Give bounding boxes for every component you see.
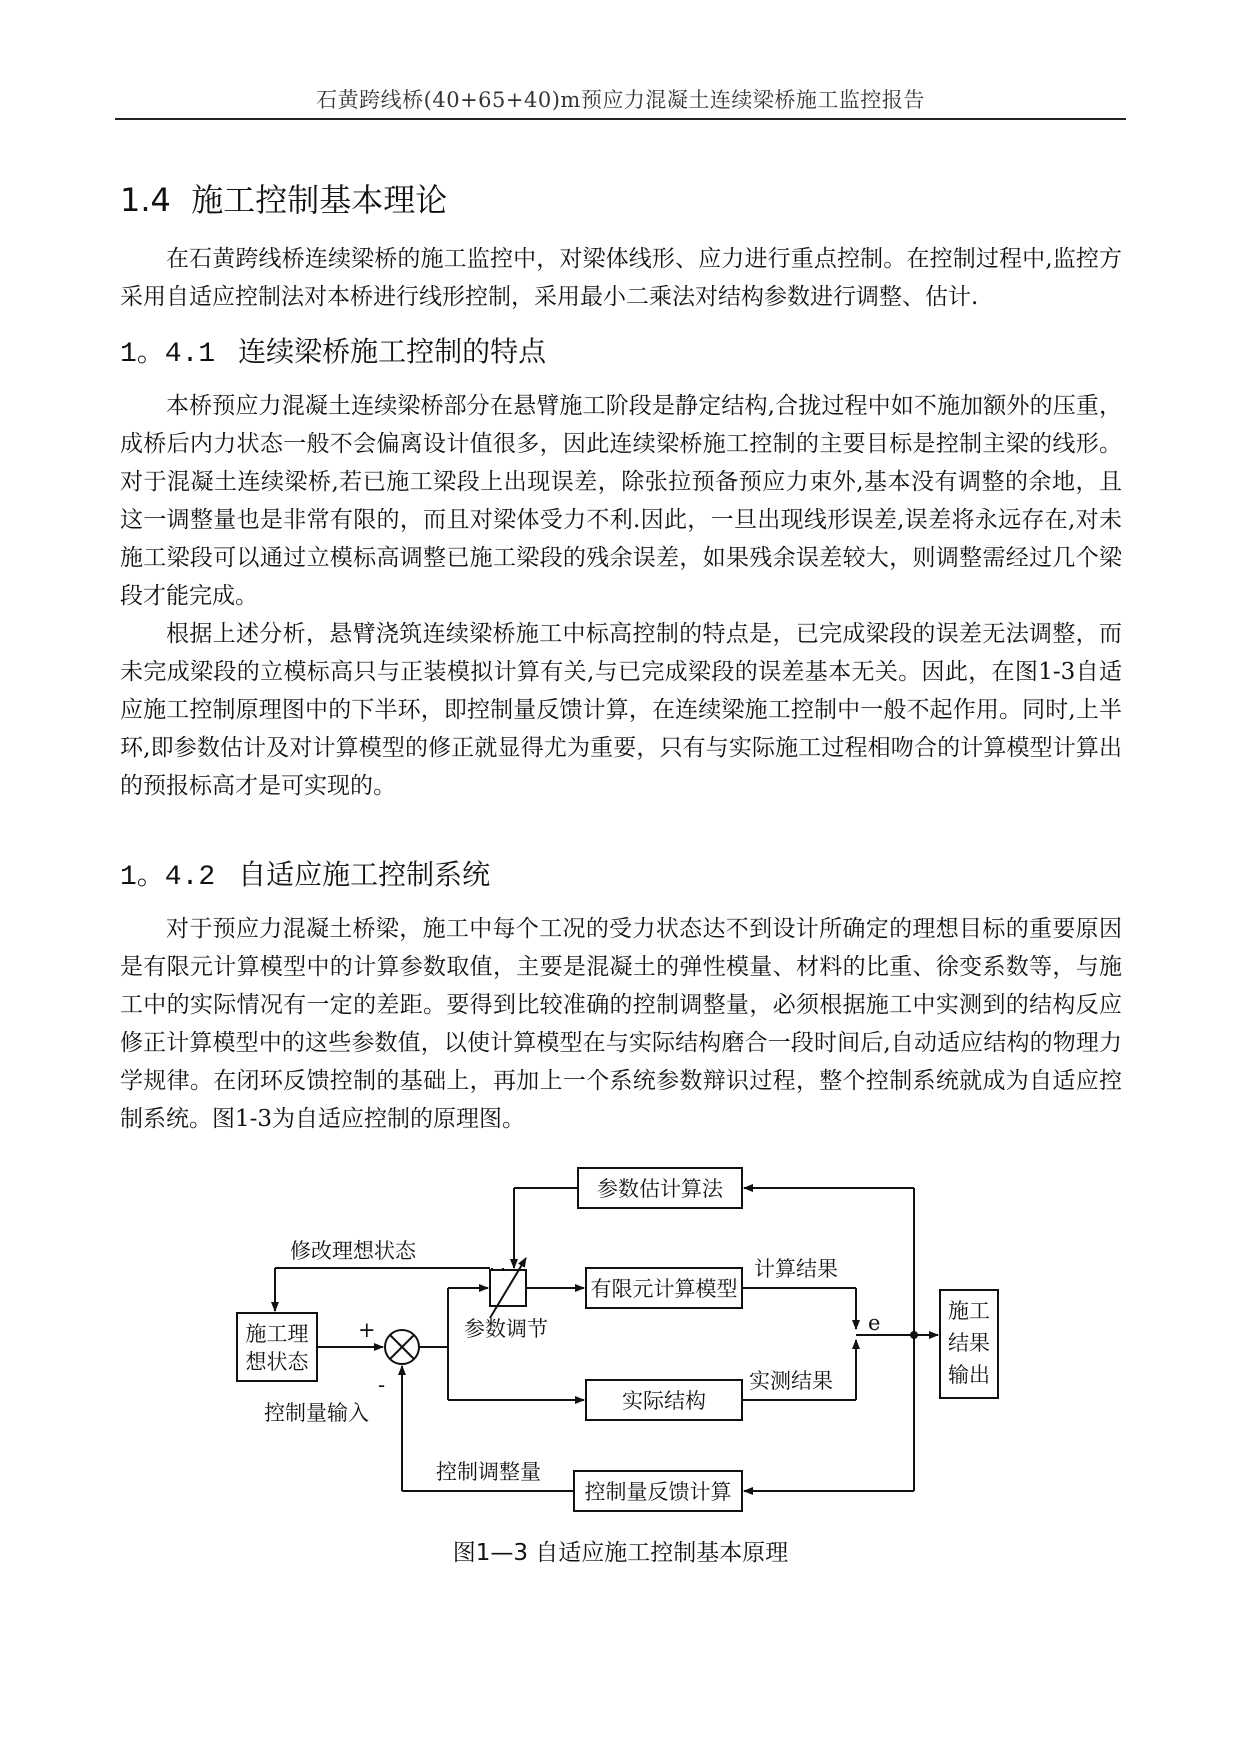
label-calc-result: 计算结果 bbox=[754, 1257, 838, 1281]
sign-minus: - bbox=[378, 1373, 386, 1397]
label-fem-model: 有限元计算模型 bbox=[590, 1277, 738, 1301]
label-modify-ideal-state: 修改理想状态 bbox=[290, 1239, 416, 1263]
section-title: 施工控制基本理论 bbox=[191, 181, 448, 219]
label-actual-structure: 实际结构 bbox=[622, 1389, 706, 1413]
label-e: e bbox=[868, 1311, 881, 1335]
label-param-adjust: 参数调节 bbox=[464, 1317, 548, 1341]
label-control-input: 控制量输入 bbox=[264, 1401, 369, 1425]
label-param-estimation: 参数估计算法 bbox=[597, 1177, 723, 1201]
label-output-line3: 输出 bbox=[948, 1363, 990, 1387]
label-output-line2: 结果 bbox=[948, 1331, 990, 1355]
subsection-number-2: 1。4.2 bbox=[120, 862, 216, 893]
label-feedback-calc: 控制量反馈计算 bbox=[584, 1480, 732, 1504]
label-measured-result: 实测结果 bbox=[749, 1369, 833, 1393]
label-control-adjustment: 控制调整量 bbox=[436, 1460, 541, 1484]
paragraph-sub1-2: 根据上述分析，悬臂浇筑连续梁桥施工中标高控制的特点是，已完成梁段的误差无法调整，而未完成梁段的立模标高只与正装模拟计算有关,与已完成梁段的误差基本无关。因此，在图1-3自适应施工控制原理图中的下半环，即控制量反馈计算，在连续梁施工控制中一般不起作用。同时,上半环,即参数估计及对计算模型的修正就显得尤为重要，只有与实际施工过程相吻合的计算模型计算出的预报标高才是可实现的。 bbox=[120, 621, 1122, 799]
subsection-title-1: 连续梁桥施工控制的特点 bbox=[238, 335, 547, 368]
label-ideal-state-line2: 想状态 bbox=[245, 1350, 309, 1374]
running-header: 石黄跨线桥(40+65+40)m预应力混凝土连续梁桥施工监控报告 bbox=[316, 88, 925, 112]
label-ideal-state-line1: 施工理 bbox=[245, 1322, 309, 1346]
paragraph-sub2-1: 对于预应力混凝土桥梁，施工中每个工况的受力状态达不到设计所确定的理想目标的重要原因是有限元计算模型中的计算参数取值，主要是混凝土的弹性模量、材料的比重、徐变系数等，与施工中的实际情况有一定的差距。要得到比较准确的控制调整量，必须根据施工中实测到的结构反应修正计算模型中的这些参数值，以使计算模型在与实际结构磨合一段时间后,自动适应结构的物理力学规律。在闭环反馈控制的基础上，再加上一个系统参数辩识过程，整个控制系统就成为自适应控制系统。图1-3为自适应控制的原理图。 bbox=[120, 916, 1122, 1132]
subsection-number-1: 1。4.1 bbox=[120, 339, 216, 370]
section-number: 1.4 bbox=[120, 181, 171, 219]
label-output-line1: 施工 bbox=[948, 1299, 990, 1323]
subsection-title-2: 自适应施工控制系统 bbox=[238, 858, 491, 891]
intro-paragraph: 在石黄跨线桥连续梁桥的施工监控中，对梁体线形、应力进行重点控制。在控制过程中,监控方采用自适应控制法对本桥进行线形控制，采用最小二乘法对结构参数进行调整、估计. bbox=[120, 246, 1122, 310]
sign-plus: + bbox=[358, 1318, 376, 1342]
paragraph-sub1-1: 本桥预应力混凝土连续梁桥部分在悬臂施工阶段是静定结构,合拢过程中如不施加额外的压重，成桥后内力状态一般不会偏离设计值很多，因此连续梁桥施工控制的主要目标是控制主梁的线形。对于混凝土连续梁桥,若已施工梁段上出现误差，除张拉预备预应力束外,基本没有调整的余地，且这一调整量也是非常有限的，而且对梁体受力不利.因此，一旦出现线形误差,误差将永远存在,对未施工梁段可以通过立模标高调整已施工梁段的残余误差，如果残余误差较大，则调整需经过几个梁段才能完成。 bbox=[120, 393, 1122, 609]
figure-caption: 图1—3 自适应施工控制基本原理 bbox=[452, 1540, 789, 1566]
